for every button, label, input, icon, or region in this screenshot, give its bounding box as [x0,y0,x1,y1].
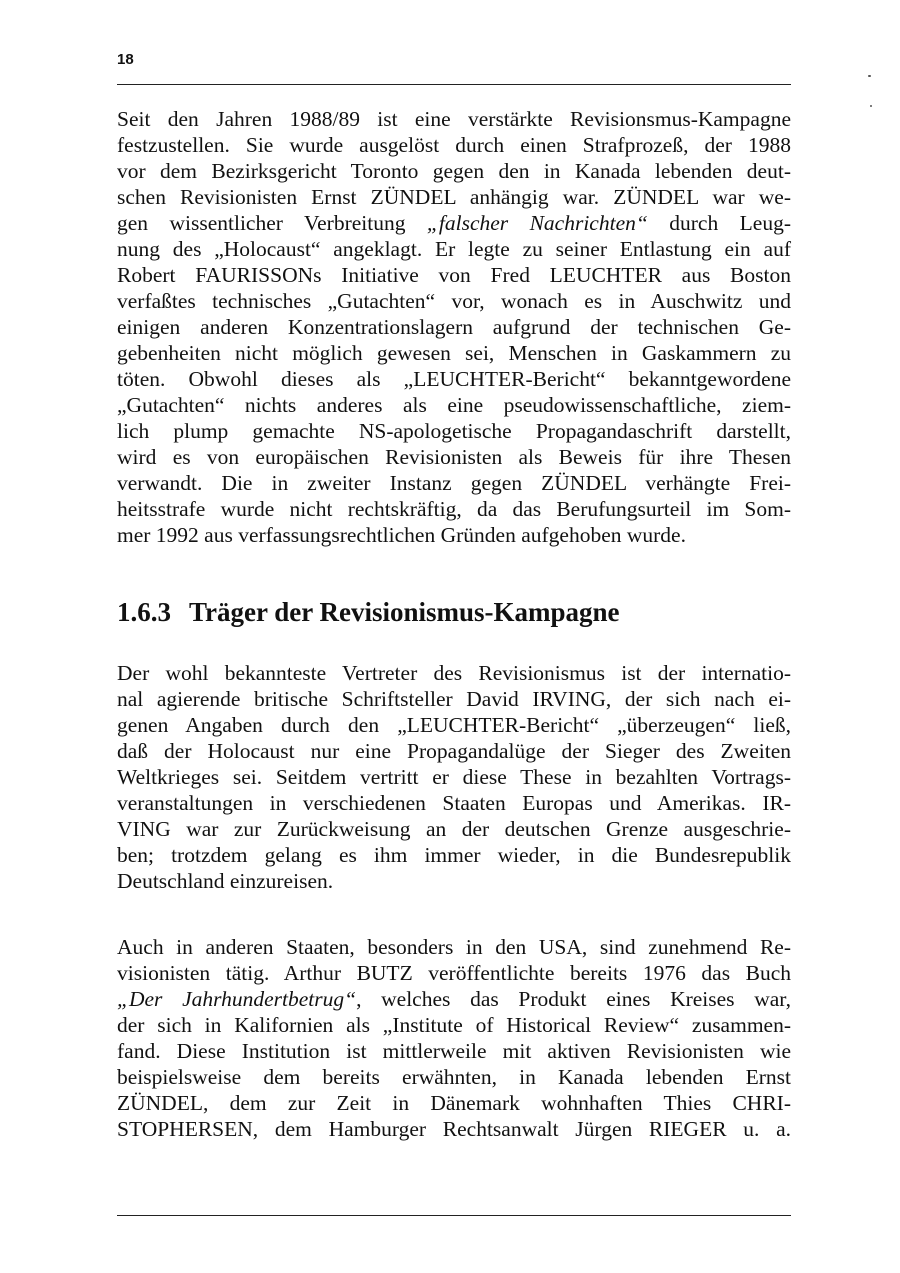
paragraph-1-line: verwandt. Die in zweiter Instanz gegen ZÜNDEL verhängte Frei- [117,471,791,495]
paragraph-1-line: vor dem Bezirksgericht Toronto gegen den in Kanada lebenden deut- [117,159,791,183]
paragraph-2-line: Weltkrieges sei. Seitdem vertritt er diese These in bezahlten Vortrags- [117,765,791,789]
paragraph-2-line: VING war zur Zurückweisung an der deutschen Grenze ausgeschrie- [117,817,791,841]
paragraph-1-line: Seit den Jahren 1988/89 ist eine verstärkte Revisionsmus-Kampagne [117,107,791,131]
paragraph-3-line: beispielsweise dem bereits erwähnten, in Kanada lebenden Ernst [117,1065,791,1089]
paragraph-1-line: schen Revisionisten Ernst ZÜNDEL anhängig war. ZÜNDEL war we- [117,185,791,209]
paragraph-1-line: lich plump gemachte NS-apologetische Propagandaschrift darstellt, [117,419,791,443]
paragraph-2-line: veranstaltungen in verschiedenen Staaten Europas und Amerikas. IR- [117,791,791,815]
paragraph-1-line: „Gutachten“ nichts anderes als eine pseudowissenschaftliche, ziem- [117,393,791,417]
paragraph-1-line: töten. Obwohl dieses als „LEUCHTER-Bericht“ bekanntgewordene [117,367,791,391]
paragraph-1-line: Robert FAURISSONs Initiative von Fred LEUCHTER aus Boston [117,263,791,287]
paragraph-1-line: gebenheiten nicht möglich gewesen sei, Menschen in Gaskammern zu [117,341,791,365]
section-title: Träger der Revisionismus-Kampagne [189,597,620,627]
paragraph-3-line: STOPHERSEN, dem Hamburger Rechtsanwalt Jürgen RIEGER u. a. [117,1117,791,1141]
paragraph-3-line: „Der Jahrhundertbetrug“, welches das Produkt eines Kreises war, [117,987,791,1011]
paragraph-1-line: gen wissentlicher Verbreitung „falscher Nachrichten“ durch Leug- [117,211,791,235]
paragraph-3-line: Auch in anderen Staaten, besonders in den USA, sind zunehmend Re- [117,935,791,959]
paragraph-2-line: nal agierende britische Schriftsteller David IRVING, der sich nach ei- [117,687,791,711]
paragraph-1-line: festzustellen. Sie wurde ausgelöst durch einen Strafprozeß, der 1988 [117,133,791,157]
paragraph-3-line: fand. Diese Institution ist mittlerweile mit aktiven Revisionisten wie [117,1039,791,1063]
paragraph-2-line: daß der Holocaust nur eine Propagandalüge der Sieger des Zweiten [117,739,791,763]
scan-speck [870,105,872,107]
paragraph-3-line: der sich in Kalifornien als „Institute of Historical Review“ zusammen- [117,1013,791,1037]
paragraph-2-line: ben; trotzdem gelang es ihm immer wieder, in die Bundesrepublik [117,843,791,867]
paragraph-3-line: ZÜNDEL, dem zur Zeit in Dänemark wohnhaften Thies CHRI- [117,1091,791,1115]
paragraph-1-line: einigen anderen Konzentrationslagern aufgrund der technischen Ge- [117,315,791,339]
paragraph-2-line: genen Angaben durch den „LEUCHTER-Bericht“ „überzeugen“ ließ, [117,713,791,737]
paragraph-3-line: visionisten tätig. Arthur BUTZ veröffentlichte bereits 1976 das Buch [117,961,791,985]
paragraph-1-line: nung des „Holocaust“ angeklagt. Er legte zu seiner Entlastung ein auf [117,237,791,261]
scan-speck [868,75,871,77]
section-number: 1.6.3 [117,597,171,627]
section-heading [117,597,620,628]
paragraph-1-line: heitsstrafe wurde nicht rechtskräftig, da das Berufungsurteil im Som- [117,497,791,521]
paragraph-1-line: verfaßtes technisches „Gutachten“ vor, wonach es in Auschwitz und [117,289,791,313]
paragraph-2-line: Deutschland einzureisen. [117,869,334,893]
footer-rule [117,1215,791,1216]
paragraph-1-line: mer 1992 aus verfassungsrechtlichen Gründen aufgehoben wurde. [117,523,686,547]
paragraph-1-line: wird es von europäischen Revisionisten als Beweis für ihre Thesen [117,445,791,469]
paragraph-2-line: Der wohl bekannteste Vertreter des Revisionismus ist der internatio- [117,661,791,685]
header-rule [117,84,791,85]
page-number: 18 [117,51,134,68]
